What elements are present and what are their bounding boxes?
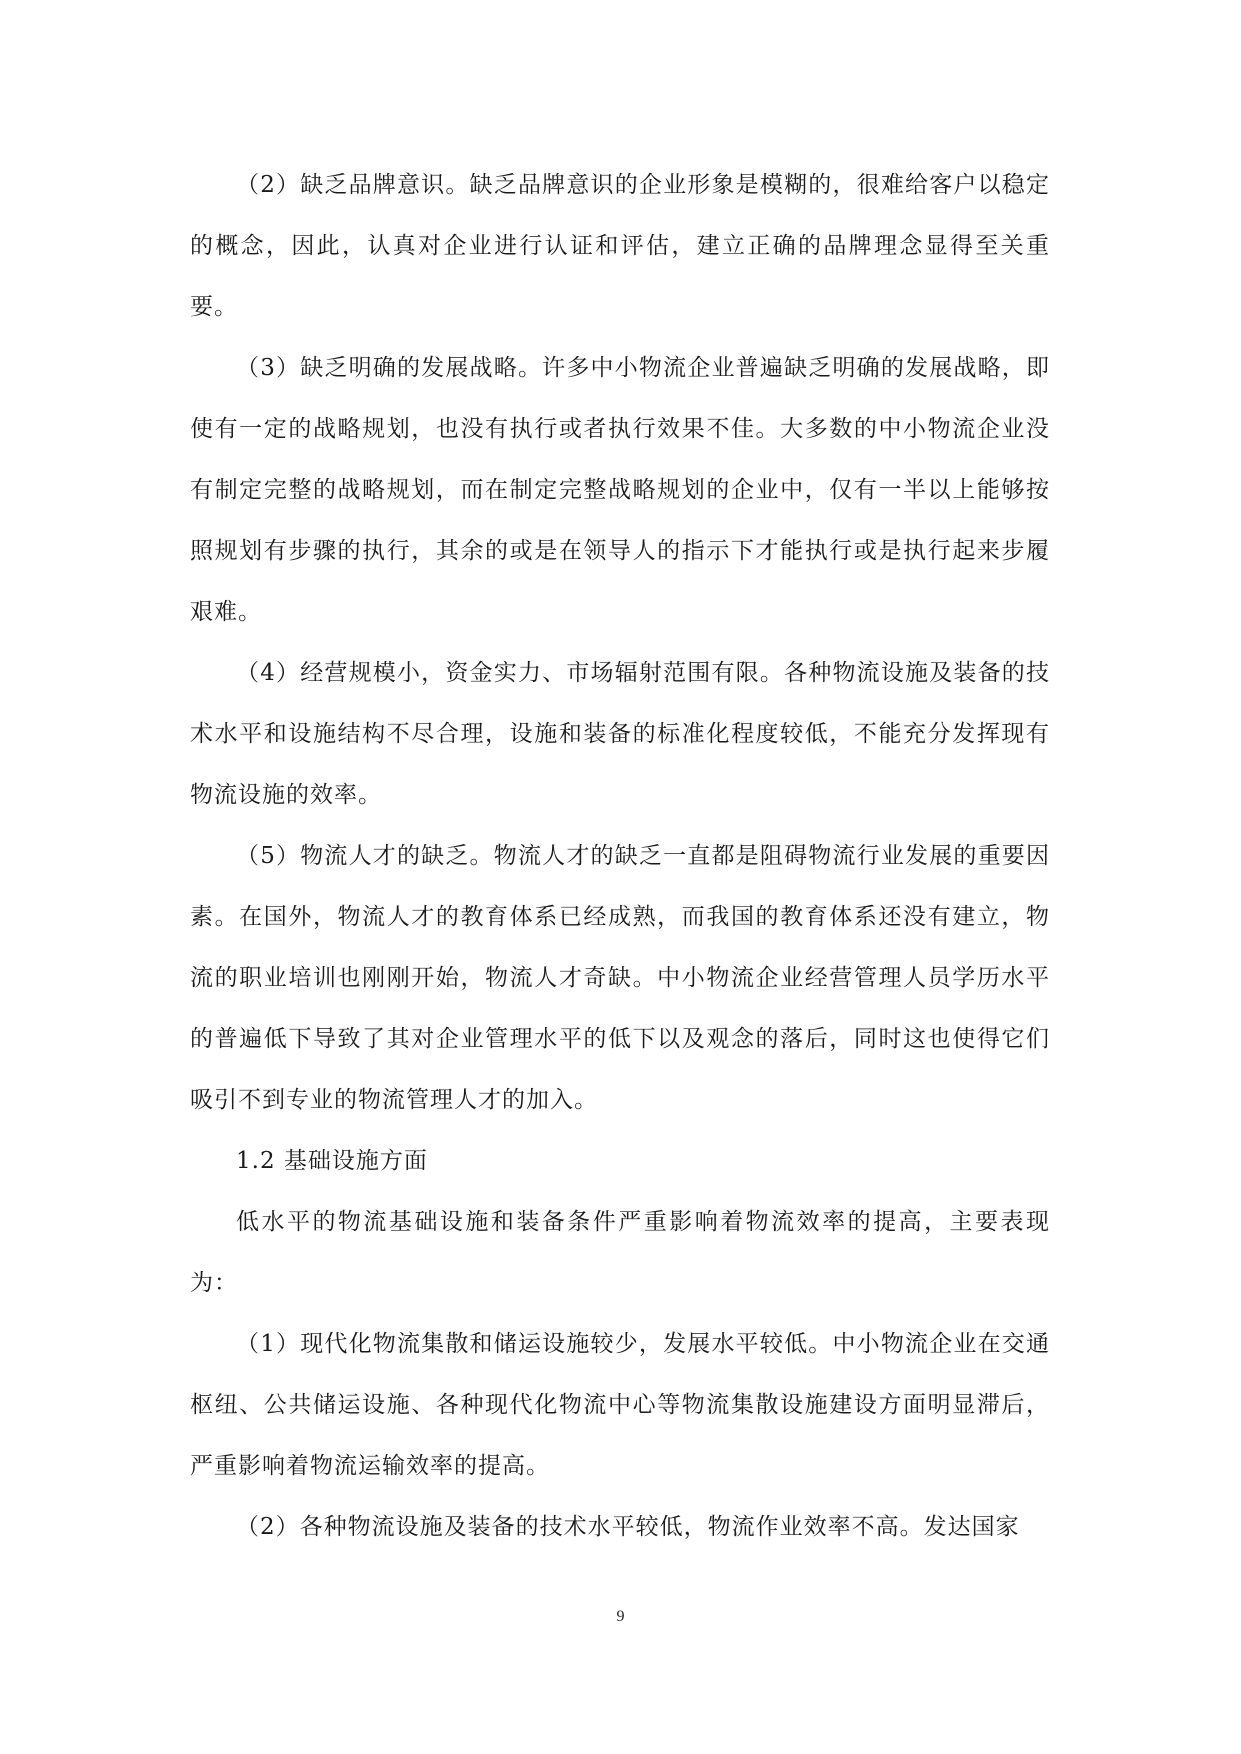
paragraph-development-strategy: （3）缺乏明确的发展战略。许多中小物流企业普遍缺乏明确的发展战略，即使有一定的战略规划，也没有执行或者执行效果不佳。大多数的中小物流企业没有制定完整的战略规划，而在制定完整战略规划的企业中，仅有一半以上能够按照规划有步骤的执行，其余的或是在领导人的指示下才能执行或是执行起来步履艰难。 <box>190 355 1050 625</box>
document-body <box>190 155 1050 1558</box>
page-number: 9 <box>616 1608 625 1625</box>
section-heading-infrastructure: 1.2 基础设施方面 <box>236 1148 428 1174</box>
paragraph-distribution-facilities: （1）现代化物流集散和储运设施较少，发展水平较低。中小物流企业在交通枢纽、公共储运设施、各种现代化物流中心等物流集散设施建设方面明显滞后，严重影响着物流运输效率的提高。 <box>190 1331 1050 1479</box>
paragraph-brand-awareness: （2）缺乏品牌意识。缺乏品牌意识的企业形象是模糊的，很难给客户以稳定的概念，因此，认真对企业进行认证和评估，建立正确的品牌理念显得至关重要。 <box>190 172 1050 320</box>
paragraph-business-scale: （4）经营规模小，资金实力、市场辐射范围有限。各种物流设施及装备的技术水平和设施结构不尽合理，设施和装备的标准化程度较低，不能充分发挥现有物流设施的效率。 <box>190 660 1050 808</box>
paragraph-equipment-level: （2）各种物流设施及装备的技术水平较低，物流作业效率不高。发达国家 <box>236 1514 1020 1540</box>
paragraph-infrastructure-intro: 低水平的物流基础设施和装备条件严重影响着物流效率的提高，主要表现为： <box>190 1209 1050 1296</box>
paragraph-talent-shortage: （5）物流人才的缺乏。物流人才的缺乏一直都是阻碍物流行业发展的重要因素。在国外，物流人才的教育体系已经成熟，而我国的教育体系还没有建立，物流的职业培训也刚刚开始，物流人才奇缺。中小物流企业经营管理人员学历水平的普遍低下导致了其对企业管理水平的低下以及观念的落后，同时这也使得它们吸引不到专业的物流管理人才的加入。 <box>190 843 1050 1113</box>
